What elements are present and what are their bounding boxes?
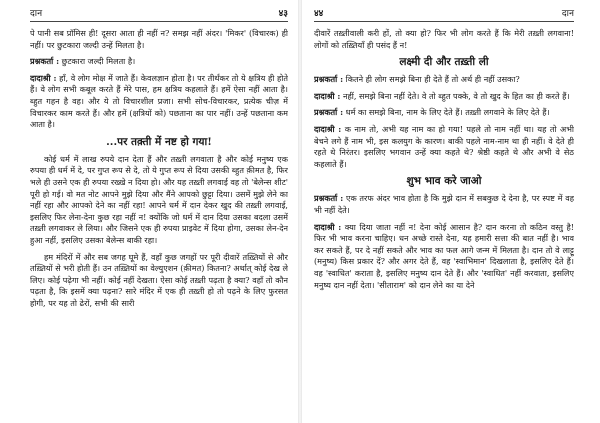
answer bbox=[314, 222, 574, 292]
question-label: प्रश्नकर्ता : bbox=[314, 107, 344, 118]
answer bbox=[314, 91, 574, 103]
answer-text: क्या दिया जाता नहीं न! देना कोई आसान है? दान करना तो कठिन वस्तु है! फिर भी भाव करना चाहिए। धन अच्छे रास्ते देना, यह हमारी सत्ता की बात नहीं है। भाव कर सकते हैं, पर दे नहीं सकते और भाव का फल आगे जन्म में मिलता है। दान तो वे लाट्टू (मनुष्य) किस प्रकार दें? और अगर देते हैं, वह 'स्वाभिमान' दिखलाता है, इसलिए देते हैं। वह 'स्वाधित' कराता है, इसलिए मनुष्य दान देते हैं। और 'स्वाधित' नहीं करवाता, इसलिए मनुष्य दान नहीं देता। 'सीताराम' को दान लेने का या देने bbox=[314, 221, 574, 290]
question-label: प्रश्नकर्ता : bbox=[30, 56, 60, 67]
left-page-number: ४३ bbox=[278, 9, 288, 19]
paragraph: दीवारें तख़्तीवाली करी हों, तो क्या हो? फिर भी लोग करते हैं कि मेरी तख़्ती लगवाना! लोगों को तख़्तियाँ ही पसंद हैं न! bbox=[314, 28, 574, 50]
right-running-title: दान bbox=[561, 9, 574, 19]
left-running-head bbox=[30, 6, 288, 22]
answer-label: दादाश्री : bbox=[314, 123, 342, 134]
left-page bbox=[0, 0, 298, 423]
question-text: एक तरफ अंदर भाव होता है कि मुझे दान में सबकुछ दे देना है, पर स्पष्ट में वह भी नहीं देते। bbox=[314, 193, 574, 215]
question bbox=[314, 74, 574, 86]
answer-text: हाँ, वे लोग मोक्ष में जाते हैं। केवलज्ञान होता है। पर तीर्थंकर तो ये क्षत्रिय ही होते हैं। वे लोग सभी कबूल करते हैं मेरे पास, हम क्षत्रिय कहलाते हैं। हमें ऐसा नहीं आता है। ब्हुत गहन है वह। और ये तो विचारशील प्रजा। सभी सोच-विचारकर, प्रत्येक चीज़ में विचारकर काम करते हैं। और हमें (क्षत्रियों को) पछताना का पार नहीं। उन्हें पछताना कम आता है। bbox=[30, 72, 288, 130]
answer-label: दादाश्री : bbox=[30, 72, 57, 83]
right-page-body bbox=[314, 28, 574, 296]
question-text: धर्म का समझे बिना, नाम के लिए देते हैं। तख़्ती लगवाने के लिए देते हैं। bbox=[345, 107, 550, 118]
answer-label: दादाश्री : bbox=[314, 221, 342, 232]
left-running-title: दान bbox=[30, 9, 43, 19]
section-heading: शुभ भाव करे जाओ bbox=[406, 175, 482, 188]
answer bbox=[314, 124, 574, 170]
paragraph: कोई धर्म में लाख रुपये दान देता हैं और तख़्ती लगवाता है और कोई मनुष्य एक रुपया ही धर्म में दे, पर गुप्त रूप से दे, तो ये गुप्त रूप से दिया उसकी ब्हुत क़ीमत है, फिर भले ही उसने एक ही रुपया रख्खे न दिया हो। और यह तख़्ती लगवाई वह तो 'बेलेन्स शीट' पूरी हो गई। वो मत नोट आपने मुझे दिया और मैंने आपको छुट्टा दिया। उसमें मुझे लेने का नहीं रहा और आपको देने का नहीं रहा! आपने धर्म में दान देकर खुद की तख़्ती लगवाई, इसलिए फिर लेना-देना कुछ रहा नहीं न! क्योंकि जो धर्म में दान दिया उसका बदला उसमें तख़्ती लगवाकर ले लिया। और जिसने एक ही रुपया प्राइवेट में दिया होगा, उसका लेन-देन हुआ नहीं, इसलिए उसका बेलेन्स बाकी रहा। bbox=[30, 153, 288, 245]
answer bbox=[30, 73, 288, 131]
paragraph: हम मंदिरों में और सब जगह घूमे हैं, वहाँ कुछ जगहों पर पूरी दीवारें तख़्तियों से और तख़्तियों से भरी होती हैं। उन तख़्तियों का वेल्युएशन (क़ीमत) कितना? अर्थात् कोई देख ले लिए। कोई पढ़ेगा भी नहीं। कोई नहीं देखता। ऐसा कोई तख़्ती पढ़ता है क्या? वहाँ तो कौन पढ़ता है, कि इसमें क्या पढ़ना? सारे मंदिर में एक ही तख़्ती हो तो पढ़ने के लिए फुरसत होगी, पर यह तो ढेरों, सभी की सारी bbox=[30, 251, 288, 308]
question bbox=[314, 193, 574, 216]
question bbox=[30, 56, 288, 68]
answer-label: दादाश्री : bbox=[314, 90, 341, 101]
left-page-body bbox=[30, 28, 288, 314]
question-label: प्रश्नकर्ता : bbox=[314, 74, 344, 85]
right-page-number: ४४ bbox=[314, 9, 324, 19]
question-label: प्रश्नकर्ता : bbox=[314, 193, 344, 204]
section-heading: ...पर तक़्ती में नष्ट हो गया! bbox=[106, 135, 212, 148]
question bbox=[314, 107, 574, 119]
question-text: कितने ही लोग समझे बिना ही देते हैं तो अर्थ ही नहीं उसका? bbox=[345, 74, 520, 85]
question-text: छुटकारा जल्दी मिलता है। bbox=[61, 56, 136, 67]
answer-text: नहीं, समझे बिना नहीं देते। वे तो ब्हुत पक्के, वे तो खुद के हित का ही करते हैं। bbox=[343, 90, 570, 101]
section-heading: लक्ष्मी दी और तख़्ती ली bbox=[399, 56, 489, 69]
right-running-head bbox=[314, 6, 574, 22]
answer-text: क नाम तो, अभी यह नाम का हो गया! पहले तो नाम नहीं था। यह तो अभी बेचने लगे हैं नाम भी, इस कलयुग के कारण। बाकी पहले नाम-नाम था ही नहीं। वे देते ही रहते थे निरंतर। इसलिए भगवान उन्हें क्या कहते थे? श्रेष्ठी कहते थे और अभी वे सेठ कहलाते हैं। bbox=[314, 123, 574, 169]
right-page bbox=[302, 0, 600, 423]
paragraph: पे पानी सब प्रॉमिस ही! दूसरा आता ही नहीं न? समझ नहीं अंदर। 'मिकर' (विचारक) ही नहीं। पर छुटकारा जल्दी उन्हें मिलता है। bbox=[30, 28, 288, 50]
